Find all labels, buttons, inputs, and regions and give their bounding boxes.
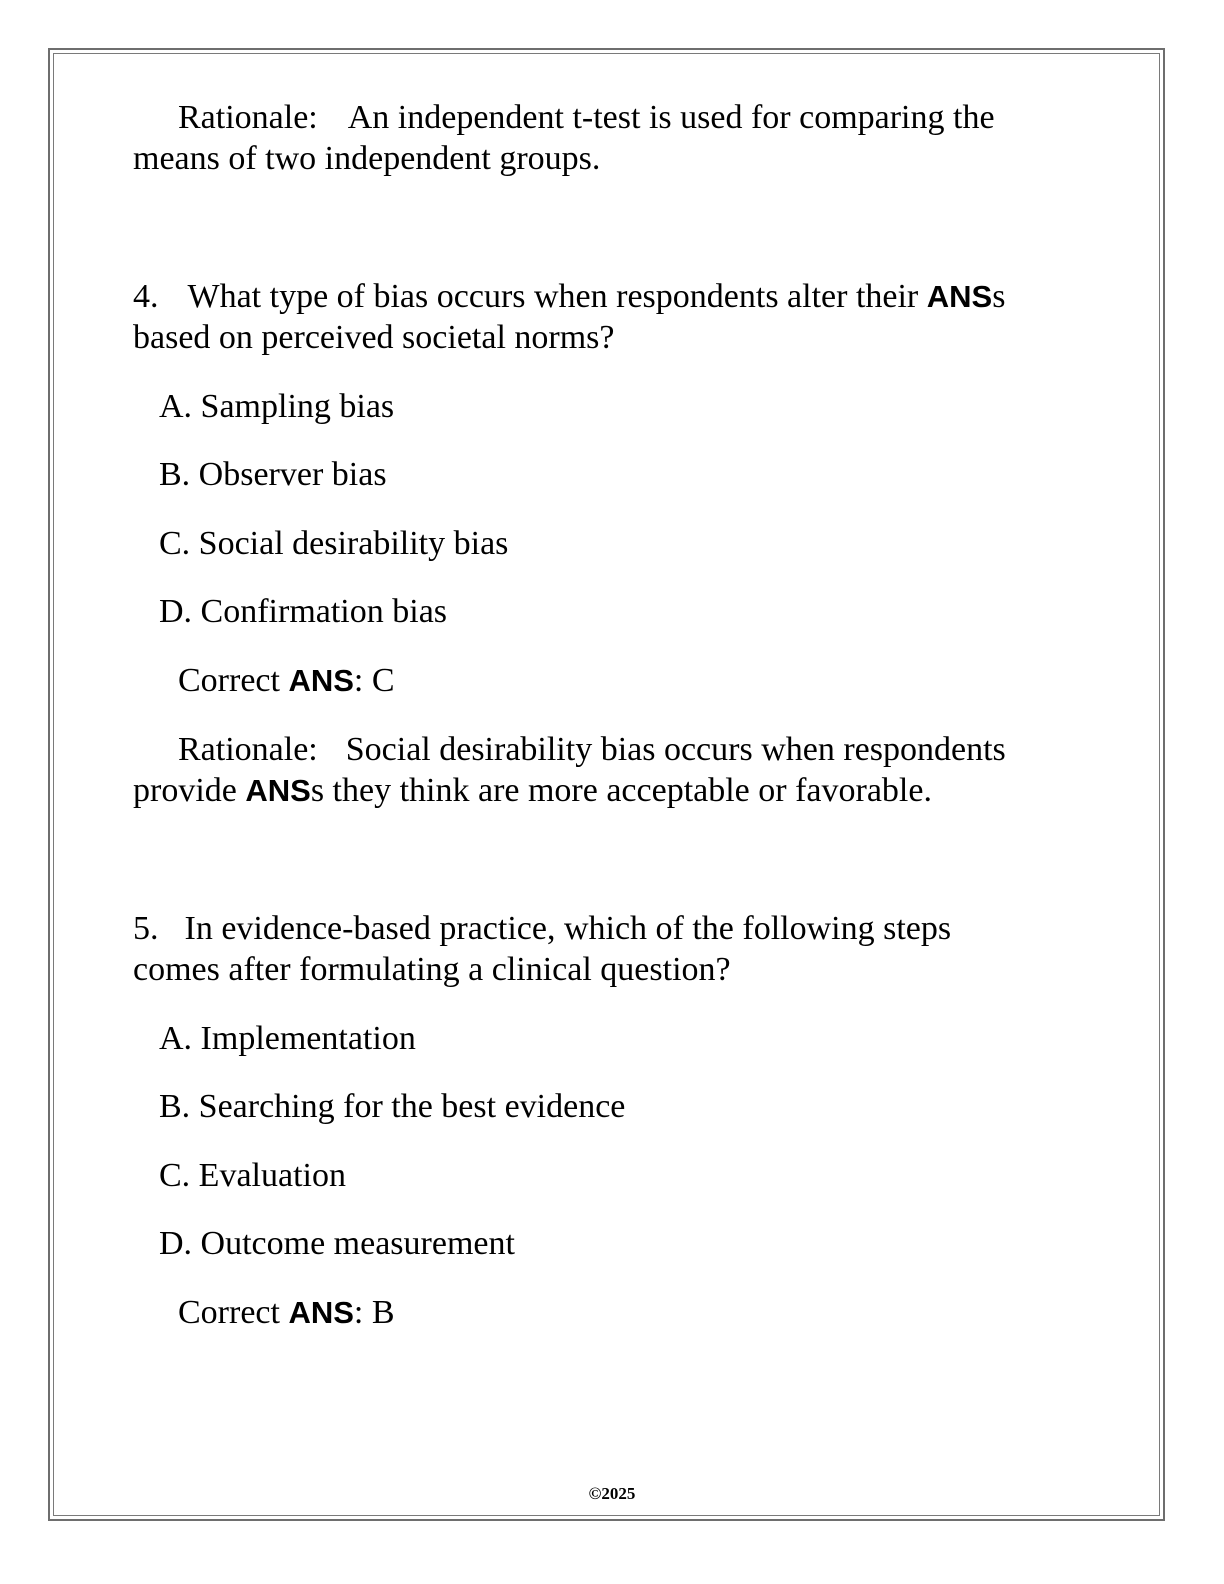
question-4-option-a: A. Sampling bias [159,388,395,425]
correct-label: Correct [178,662,280,699]
ans-keyword: ANS [288,663,354,698]
question-4-stem-line-1 [133,277,1005,317]
correct-value: : C [353,662,395,699]
question-4-option-c: C. Social desirability bias [159,525,509,562]
question-4-rationale-line-2 [133,771,932,811]
ans-keyword: ANS [245,773,311,808]
rationale-text: An independent t-test is used for comparing the [347,99,995,136]
question-4-correct-answer [178,661,395,701]
ans-keyword: ANS [926,279,993,314]
rationale-3-line-2: means of two independent groups. [133,140,601,177]
rationale-3-line-1 [178,98,995,138]
question-number: 5. [133,910,159,947]
question-stem-text: In evidence-based practice, which of the following steps [184,910,952,947]
rationale-label: Rationale: [178,731,318,768]
rationale-text: Social desirability bias occurs when respondents [345,731,1006,768]
question-5-option-c: C. Evaluation [159,1157,346,1194]
question-5-option-b: B. Searching for the best evidence [159,1088,626,1125]
correct-value: : B [353,1294,395,1331]
question-4-rationale-line-1 [178,730,1006,770]
question-4-option-b: B. Observer bias [159,456,387,493]
question-5-correct-answer [178,1293,395,1333]
rationale-text: s they think are more acceptable or favorable. [310,772,932,809]
copyright-footer: ©2025 [588,1484,636,1503]
rationale-label: Rationale: [178,99,318,136]
correct-label: Correct [178,1294,280,1331]
question-4-option-d: D. Confirmation bias [159,593,448,630]
question-stem-text: What type of bias occurs when respondents alter their [187,278,919,315]
question-number: 4. [133,278,159,315]
question-5-option-a: A. Implementation [159,1020,416,1057]
ans-keyword: ANS [288,1295,354,1330]
question-stem-suffix: s [992,278,1006,315]
question-4-stem-line-2: based on perceived societal norms? [133,319,615,356]
question-5-stem-line-1 [133,909,951,949]
rationale-text: provide [133,772,237,809]
question-5-option-d: D. Outcome measurement [159,1225,515,1262]
question-5-stem-line-2: comes after formulating a clinical question? [133,951,731,988]
